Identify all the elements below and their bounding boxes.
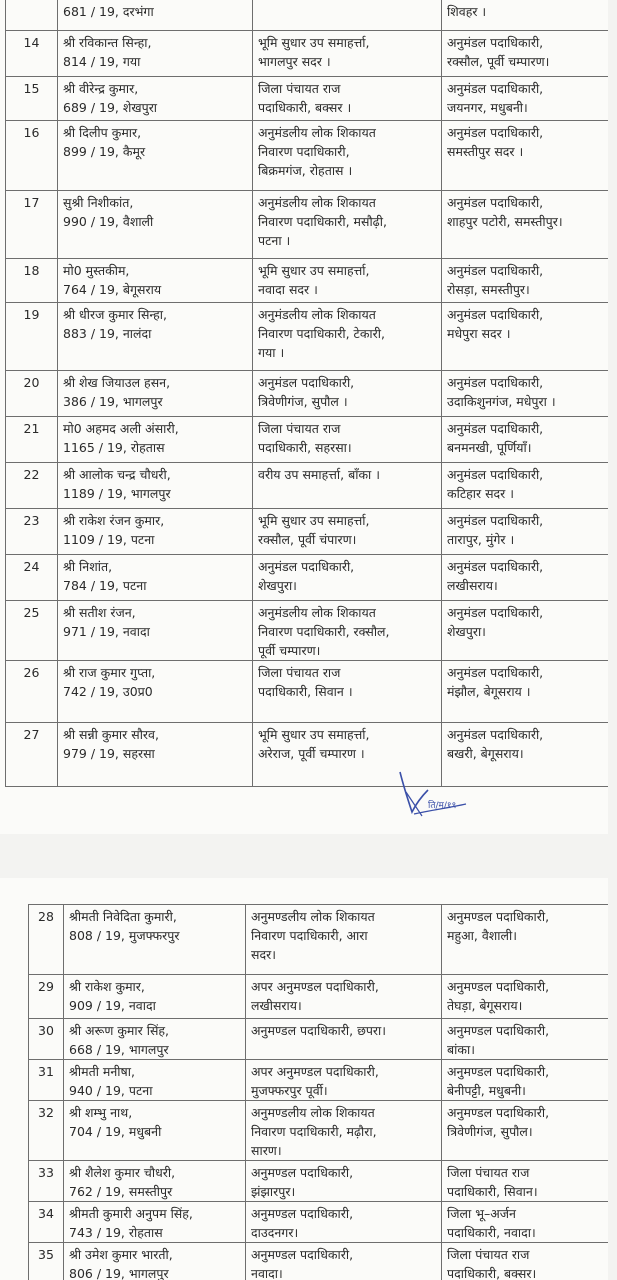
new-post-cell: अनुमण्डल पदाधिकारी, तेघड़ा, बेगूसराय। (442, 975, 609, 1019)
table-row (29, 905, 609, 975)
officer-name-cell: श्री सतीश रंजन, 971 / 19, नवादा (58, 601, 253, 661)
current-post-cell: भूमि सुधार उप समाहर्त्ता, रक्सौल, पूर्वी चंपारण। (253, 509, 442, 555)
new-post-cell: अनुमंडल पदाधिकारी, तारापुर, मुंगेर । (442, 509, 609, 555)
serial-number-cell: 21 (6, 417, 58, 463)
serial-number-cell: 26 (6, 661, 58, 723)
new-post-cell: जिला पंचायत राज पदाधिकारी, बक्सर। (442, 1243, 609, 1280)
officer-name-cell: श्री शेख जियाउल हसन, 386 / 19, भागलपुर (58, 371, 253, 417)
serial-number-cell: 14 (6, 31, 58, 77)
document-page-2 (0, 878, 608, 1280)
current-post-cell: जिला पंचायत राज पदाधिकारी, बक्सर । (253, 77, 442, 121)
current-post-cell: अनुमंडलीय लोक शिकायत निवारण पदाधिकारी, टेकारी, गया । (253, 303, 442, 371)
current-post-cell: अनुमंडल पदाधिकारी, शेखपुरा। (253, 555, 442, 601)
table-row (6, 191, 609, 259)
serial-number-cell: 33 (29, 1161, 64, 1202)
signature-initials: ति/म/१९ (428, 801, 457, 811)
new-post-cell: अनुमंडल पदाधिकारी, समस्तीपुर सदर । (442, 121, 609, 191)
officer-name-cell: श्री अरूण कुमार सिंह, 668 / 19, भागलपुर (64, 1019, 246, 1060)
serial-number-cell: 30 (29, 1019, 64, 1060)
table-row (29, 1202, 609, 1243)
officer-name-cell: श्री शम्भु नाथ, 704 / 19, मधुबनी (64, 1101, 246, 1161)
table-row (6, 121, 609, 191)
new-post-cell: अनुमंडल पदाधिकारी, बनमनखी, पूर्णियाँ। (442, 417, 609, 463)
officer-name-cell: श्रीमती मनीषा, 940 / 19, पटना (64, 1060, 246, 1101)
new-post-cell: अनुमंडल पदाधिकारी, कटिहार सदर । (442, 463, 609, 509)
officer-name-cell: श्री दिलीप कुमार, 899 / 19, कैमूर (58, 121, 253, 191)
current-post-cell: अनुमंडल पदाधिकारी, त्रिवेणीगंज, सुपौल । (253, 371, 442, 417)
table-row (29, 1060, 609, 1101)
table-row (6, 601, 609, 661)
table-row (6, 463, 609, 509)
serial-number-cell: 35 (29, 1243, 64, 1280)
officer-name-cell: श्री रविकान्त सिन्हा, 814 / 19, गया (58, 31, 253, 77)
new-post-cell: अनुमंडल पदाधिकारी, मंझौल, बेगूसराय । (442, 661, 609, 723)
new-post-cell: अनुमंडल पदाधिकारी, उदाकिशुनगंज, मधेपुरा । (442, 371, 609, 417)
new-post-cell: जिला भू–अर्जन पदाधिकारी, नवादा। (442, 1202, 609, 1243)
table-row (29, 975, 609, 1019)
current-post-cell: अपर अनुमण्डल पदाधिकारी, मुजफ्फरपुर पूर्वी। (246, 1060, 442, 1101)
officer-name-cell: श्री शैलेश कुमार चौधरी, 762 / 19, समस्तीपुर (64, 1161, 246, 1202)
current-post-cell: वरीय उप समाहर्त्ता, बाँका । (253, 463, 442, 509)
table-row (29, 1019, 609, 1060)
transfer-table-2 (28, 904, 608, 1280)
current-post-cell (253, 0, 442, 31)
new-post-cell: अनुमण्डल पदाधिकारी, बेनीपट्टी, मधुबनी। (442, 1060, 609, 1101)
current-post-cell: जिला पंचायत राज पदाधिकारी, सिवान । (253, 661, 442, 723)
current-post-cell: जिला पंचायत राज पदाधिकारी, सहरसा। (253, 417, 442, 463)
officer-name-cell: सुश्री निशीकांत, 990 / 19, वैशाली (58, 191, 253, 259)
table-row (6, 303, 609, 371)
officer-name-cell: श्रीमती निवेदिता कुमारी, 808 / 19, मुजफ्फरपुर (64, 905, 246, 975)
current-post-cell: भूमि सुधार उप समाहर्त्ता, भागलपुर सदर । (253, 31, 442, 77)
officer-name-cell: श्री राकेश कुमार, 909 / 19, नवादा (64, 975, 246, 1019)
current-post-cell: भूमि सुधार उप समाहर्त्ता, अरेराज, पूर्वी चम्पारण । (253, 723, 442, 787)
current-post-cell: अनुमंडलीय लोक शिकायत निवारण पदाधिकारी, मसौढ़ी, पटना । (253, 191, 442, 259)
table-row (6, 555, 609, 601)
page-gap (0, 834, 617, 878)
current-post-cell: अनुमंडलीय लोक शिकायत निवारण पदाधिकारी, रक्सौल, पूर्वी चम्पारण। (253, 601, 442, 661)
officer-name-cell: श्री वीरेन्द्र कुमार, 689 / 19, शेखपुरा (58, 77, 253, 121)
officer-name-cell: मो0 अहमद अली अंसारी, 1165 / 19, रोहतास (58, 417, 253, 463)
serial-number-cell: 20 (6, 371, 58, 417)
serial-number-cell: 16 (6, 121, 58, 191)
table-row (29, 1161, 609, 1202)
serial-number-cell: 25 (6, 601, 58, 661)
transfer-table-1-body (6, 0, 609, 787)
new-post-cell: अनुमण्डल पदाधिकारी, त्रिवेणीगंज, सुपौल। (442, 1101, 609, 1161)
new-post-cell: अनुमण्डल पदाधिकारी, महुआ, वैशाली। (442, 905, 609, 975)
officer-name-cell: श्री धीरज कुमार सिन्हा, 883 / 19, नालंदा (58, 303, 253, 371)
table-row (6, 259, 609, 303)
new-post-cell: अनुमंडल पदाधिकारी, रोसड़ा, समस्तीपुर। (442, 259, 609, 303)
table-row (6, 417, 609, 463)
serial-number-cell: 22 (6, 463, 58, 509)
serial-number-cell: 19 (6, 303, 58, 371)
current-post-cell: अनुमण्डल पदाधिकारी, नवादा। (246, 1243, 442, 1280)
new-post-cell: अनुमंडल पदाधिकारी, जयनगर, मधुबनी। (442, 77, 609, 121)
serial-number-cell: 24 (6, 555, 58, 601)
officer-name-cell: 681 / 19, दरभंगा (58, 0, 253, 31)
serial-number-cell: 17 (6, 191, 58, 259)
current-post-cell: अनुमण्डल पदाधिकारी, छपरा। (246, 1019, 442, 1060)
new-post-cell: जिला पंचायत राज पदाधिकारी, सिवान। (442, 1161, 609, 1202)
transfer-table-1 (5, 0, 608, 787)
officer-name-cell: श्री राज कुमार गुप्ता, 742 / 19, उ0प्र0 (58, 661, 253, 723)
handwritten-signature (392, 770, 472, 826)
new-post-cell: अनुमंडल पदाधिकारी, शेखपुरा। (442, 601, 609, 661)
new-post-cell: अनुमण्डल पदाधिकारी, बांका। (442, 1019, 609, 1060)
serial-number-cell: 15 (6, 77, 58, 121)
table-row (6, 0, 609, 31)
officer-name-cell: श्री उमेश कुमार भारती, 806 / 19, भागलपुर (64, 1243, 246, 1280)
current-post-cell: अनुमण्डल पदाधिकारी, दाउदनगर। (246, 1202, 442, 1243)
current-post-cell: अपर अनुमण्डल पदाधिकारी, लखीसराय। (246, 975, 442, 1019)
officer-name-cell: श्री आलोक चन्द्र चौधरी, 1189 / 19, भागलपुर (58, 463, 253, 509)
serial-number-cell: 34 (29, 1202, 64, 1243)
new-post-cell: अनुमंडल पदाधिकारी, मधेपुरा सदर । (442, 303, 609, 371)
table-row (6, 371, 609, 417)
serial-number-cell: 18 (6, 259, 58, 303)
officer-name-cell: श्री निशांत, 784 / 19, पटना (58, 555, 253, 601)
table-row (6, 31, 609, 77)
current-post-cell: भूमि सुधार उप समाहर्त्ता, नवादा सदर । (253, 259, 442, 303)
serial-number-cell: 29 (29, 975, 64, 1019)
table-row (6, 509, 609, 555)
table-row (29, 1243, 609, 1280)
table-row (6, 723, 609, 787)
officer-name-cell: मो0 मुस्तकीम, 764 / 19, बेगूसराय (58, 259, 253, 303)
table-row (29, 1101, 609, 1161)
serial-number-cell: 32 (29, 1101, 64, 1161)
new-post-cell: अनुमंडल पदाधिकारी, लखीसराय। (442, 555, 609, 601)
officer-name-cell: श्री सन्नी कुमार सौरव, 979 / 19, सहरसा (58, 723, 253, 787)
new-post-cell: अनुमंडल पदाधिकारी, शाहपुर पटोरी, समस्तीपुर। (442, 191, 609, 259)
table-row (6, 661, 609, 723)
transfer-table-2-body (29, 905, 609, 1280)
current-post-cell: अनुमण्डल पदाधिकारी, झंझारपुर। (246, 1161, 442, 1202)
new-post-cell: अनुमंडल पदाधिकारी, रक्सौल, पूर्वी चम्पारण। (442, 31, 609, 77)
serial-number-cell: 28 (29, 905, 64, 975)
officer-name-cell: श्री राकेश रंजन कुमार, 1109 / 19, पटना (58, 509, 253, 555)
serial-number-cell: 23 (6, 509, 58, 555)
serial-number-cell: 31 (29, 1060, 64, 1101)
table-row (6, 77, 609, 121)
current-post-cell: अनुमण्डलीय लोक शिकायत निवारण पदाधिकारी, मढ़ौरा, सारण। (246, 1101, 442, 1161)
current-post-cell: अनुमंडलीय लोक शिकायत निवारण पदाधिकारी, बिक्रमगंज, रोहतास । (253, 121, 442, 191)
officer-name-cell: श्रीमती कुमारी अनुपम सिंह, 743 / 19, रोहतास (64, 1202, 246, 1243)
serial-number-cell: 27 (6, 723, 58, 787)
current-post-cell: अनुमण्डलीय लोक शिकायत निवारण पदाधिकारी, आरा सदर। (246, 905, 442, 975)
serial-number-cell (6, 0, 58, 31)
new-post-cell: अनुमंडल पदाधिकारी, बखरी, बेगूसराय। (442, 723, 609, 787)
new-post-cell: शिवहर । (442, 0, 609, 31)
